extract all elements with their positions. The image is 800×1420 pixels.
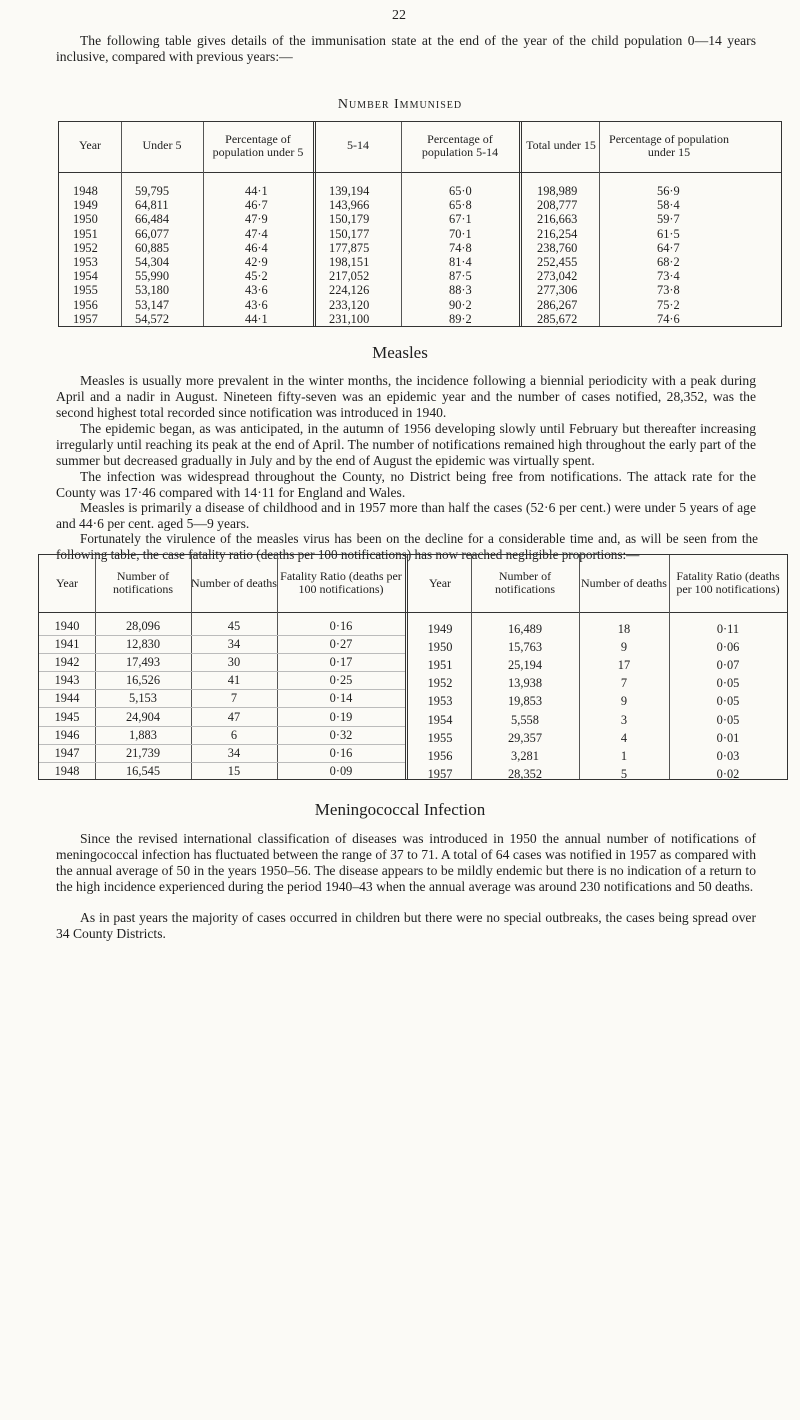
t1-cell-under5: 64,811	[135, 198, 169, 213]
t2-cell-deaths: 5	[620, 766, 628, 781]
t1-cell-pct_u15: 58·4	[657, 198, 680, 213]
t2-cell-fatality-ratio: 0·09	[329, 763, 353, 778]
t2-header-fatality-right: Fatality Ratio (deaths per 100 notifications)	[676, 569, 780, 596]
measles-para-1: Measles is usually more prevalent in the winter months, the incidence following a biennial periodicity with a peak during April and a nadir in August. Nineteen fifty-seven was an epidemic year and the number of cases notified, 28,352, was the second highest total recorded since notification was introduced in 1940.	[56, 373, 756, 420]
t2-cell-year: 1947	[54, 745, 80, 760]
t1-divider	[401, 122, 402, 326]
t1-divider	[519, 122, 522, 326]
t2-cell-deaths: 17	[617, 658, 631, 673]
t2-cell-notifications: 16,545	[125, 763, 161, 778]
t1-cell-pct_u5: 47·9	[245, 212, 268, 227]
t2-cell-deaths: 18	[617, 622, 631, 636]
t2-header-notifications-right: Number of notifications	[495, 569, 555, 596]
t2-cell-year: 1945	[54, 709, 80, 724]
t2-cell-notifications: 15,763	[507, 640, 543, 655]
t1-cell-pct_u5: 44·1	[245, 184, 268, 198]
t2-cell-year: 1957	[427, 766, 453, 781]
measles-para-3: The infection was widespread throughout the County, no District being free from notifications. The attack rate for the County was 17·46 compared with 14·11 for England and Wales.	[56, 469, 756, 500]
t2-cell-year: 1941	[54, 637, 80, 652]
t2-cell-notifications: 29,357	[507, 730, 543, 745]
t2-cell-fatality-ratio: 0·05	[716, 676, 740, 691]
t1-cell-under5: 55,990	[135, 269, 170, 284]
t2-cell-deaths: 30	[227, 655, 241, 670]
t1-cell-age5_14: 139,194	[329, 184, 370, 198]
t2-row-rule	[39, 653, 405, 654]
t1-header-year: Year	[78, 138, 102, 152]
t2-row-rule	[39, 707, 405, 708]
measles-fatality-table	[38, 554, 788, 780]
t2-cell-deaths: 7	[230, 691, 238, 706]
t1-cell-pct_u5: 47·4	[245, 226, 268, 241]
t1-cell-age5_14: 177,875	[329, 240, 370, 255]
t2-cell-fatality-ratio: 0·17	[329, 655, 353, 670]
t2-cell-notifications: 5,558	[511, 712, 539, 727]
t2-cell-deaths: 3	[620, 712, 628, 727]
t2-cell-deaths: 47	[227, 709, 241, 724]
t2-cell-fatality-ratio: 0·07	[716, 658, 740, 673]
t2-cell-year: 1950	[427, 640, 453, 655]
t1-header-pct-under5: Percentage of population under 5	[212, 131, 304, 159]
t2-cell-year: 1956	[427, 748, 453, 763]
t1-cell-years: 1954	[73, 269, 98, 284]
t1-col-under5	[135, 184, 169, 326]
t1-cell-pct_u5: 46·4	[245, 240, 268, 255]
t2-cell-notifications: 25,194	[507, 658, 543, 673]
t1-cell-pct_5_14: 88·3	[449, 283, 472, 298]
t1-header-total: Total under 15	[526, 138, 596, 152]
meningococcal-heading: Meningococcal Infection	[314, 800, 486, 819]
t1-col-pct-under5	[245, 184, 268, 326]
t1-cell-pct_u15: 73·4	[657, 269, 680, 284]
t2-cell-deaths: 34	[227, 745, 241, 760]
t1-cell-total_u15: 208,777	[537, 198, 578, 213]
t1-col-total	[537, 184, 577, 326]
t1-divider	[599, 122, 600, 326]
t2-cell-notifications: 24,904	[125, 709, 161, 724]
t2-header-rule	[39, 612, 787, 613]
t1-cell-total_u15: 216,254	[537, 226, 578, 241]
t1-cell-under5: 66,077	[135, 226, 170, 241]
t1-cell-years: 1957	[73, 311, 98, 326]
t2-cell-fatality-ratio: 0·11	[716, 622, 740, 636]
t1-header-5-14: 5-14	[347, 138, 369, 152]
t1-cell-pct_u5: 46·7	[245, 198, 268, 213]
t1-cell-years: 1956	[73, 297, 98, 312]
t1-cell-pct_5_14: 87·5	[449, 269, 472, 284]
t2-cell-fatality-ratio: 0·27	[329, 637, 353, 652]
t2-header-year: Year	[55, 575, 79, 590]
t2-header-notifications: Number of notifications	[113, 569, 173, 596]
t1-cell-age5_14: 150,177	[329, 226, 370, 241]
t2-cell-notifications: 13,938	[507, 676, 543, 691]
intro-paragraph: The following table gives details of the immunisation state at the end of the year of the child population 0—14 years inclusive, compared with previous years:—	[56, 33, 756, 64]
t1-cell-total_u15: 273,042	[537, 269, 578, 284]
meningococcal-para-2: As in past years the majority of cases occurred in children but there were no special outbreaks, the cases being spread over 34 County Districts.	[56, 910, 756, 941]
t2-cell-year: 1952	[427, 676, 453, 691]
t2-header-fatality: Fatality Ratio (deaths per 100 notifications)	[280, 569, 402, 596]
t2-cell-notifications: 16,489	[507, 622, 543, 636]
t1-divider	[313, 122, 316, 326]
t2-cell-notifications: 12,830	[125, 637, 161, 652]
t1-cell-under5: 54,304	[135, 255, 170, 270]
t2-cell-year: 1948	[54, 763, 80, 778]
t1-cell-under5: 60,885	[135, 240, 170, 255]
t1-cell-pct_u5: 43·6	[245, 283, 268, 298]
measles-para-4: Measles is primarily a disease of childhood and in 1957 more than half the cases (52·6 per cent.) were under 5 years of age and 44·6 per cent. aged 5—9 years.	[56, 500, 756, 531]
t2-cell-year: 1944	[54, 691, 80, 706]
t1-cell-pct_5_14: 67·1	[449, 212, 472, 227]
t2-cell-fatality-ratio: 0·25	[329, 673, 353, 688]
t2-cell-fatality-ratio: 0·03	[716, 748, 740, 763]
t1-cell-pct_u5: 43·6	[245, 297, 268, 312]
t1-cell-age5_14: 224,126	[329, 283, 370, 298]
t2-cell-notifications: 21,739	[125, 745, 161, 760]
t1-header-pct-5-14: Percentage of population 5-14	[421, 131, 499, 159]
t1-cell-pct_u15: 74·6	[657, 311, 680, 326]
t1-cell-years: 1949	[73, 198, 98, 213]
t1-cell-pct_u15: 68·2	[657, 255, 680, 270]
t1-cell-total_u15: 198,989	[537, 184, 578, 198]
t1-cell-pct_5_14: 65·0	[449, 184, 472, 198]
t1-cell-under5: 54,572	[135, 311, 170, 326]
t1-cell-pct_u5: 44·1	[245, 311, 268, 326]
measles-heading: Measles	[372, 343, 428, 362]
t2-row-rule	[39, 635, 405, 636]
t1-cell-pct_u15: 64·7	[657, 240, 680, 255]
t1-cell-pct_u15: 56·9	[657, 184, 680, 198]
t2-cell-deaths: 9	[620, 640, 628, 655]
t1-cell-pct_u5: 45·2	[245, 269, 268, 284]
t2-cell-deaths: 34	[227, 637, 241, 652]
immunisation-table	[58, 121, 782, 327]
t1-cell-years: 1950	[73, 212, 98, 227]
t1-cell-age5_14: 231,100	[329, 311, 370, 326]
t2-header-year-right: Year	[428, 575, 452, 590]
t1-cell-total_u15: 238,760	[537, 240, 578, 255]
t2-cell-fatality-ratio: 0·19	[329, 709, 353, 724]
t2-cell-notifications: 28,352	[507, 766, 543, 781]
t2-cell-fatality-ratio: 0·16	[329, 745, 353, 760]
t1-divider	[121, 122, 122, 326]
t1-col-pct-under15	[657, 184, 680, 326]
t2-header-deaths-right: Number of deaths	[581, 575, 667, 590]
t2-cell-year: 1940	[54, 619, 80, 633]
table1-title: Number Immunised	[337, 97, 463, 112]
t1-cell-years: 1951	[73, 226, 98, 241]
t1-col-pct-5-14	[449, 184, 472, 326]
t2-cell-deaths: 41	[227, 673, 241, 688]
t2-cell-fatality-ratio: 0·06	[716, 640, 740, 655]
t1-cell-under5: 53,180	[135, 283, 170, 298]
t1-header-pct-under15: Percentage of population under 15	[609, 131, 729, 159]
t2-cell-fatality-ratio: 0·02	[716, 766, 740, 781]
t2-cell-deaths: 4	[620, 730, 628, 745]
t1-cell-pct_5_14: 70·1	[449, 226, 472, 241]
t1-cell-pct_5_14: 89·2	[449, 311, 472, 326]
t1-cell-years: 1952	[73, 240, 98, 255]
t1-cell-age5_14: 233,120	[329, 297, 370, 312]
t1-cell-pct_u15: 75·2	[657, 297, 680, 312]
t2-cell-fatality-ratio: 0·14	[329, 691, 353, 706]
t1-header-rule	[59, 172, 781, 173]
t1-cell-total_u15: 285,672	[537, 311, 578, 326]
t2-row-rule	[39, 762, 405, 763]
t2-cell-year: 1954	[427, 712, 453, 727]
t1-cell-age5_14: 150,179	[329, 212, 370, 227]
t2-cell-fatality-ratio: 0·05	[716, 694, 740, 709]
t1-cell-under5: 66,484	[135, 212, 170, 227]
t2-cell-year: 1943	[54, 673, 80, 688]
measles-para-2: The epidemic began, as was anticipated, in the autumn of 1956 developing slowly until February but thereafter increasing irregularly until reaching its peak at the end of April. The number of notifications remained high throughout the early part of the summer but decreased gradually in July and by the end of August the epidemic was virtually spent.	[56, 421, 756, 468]
t1-cell-pct_5_14: 74·8	[449, 240, 472, 255]
t2-cell-year: 1946	[54, 727, 80, 742]
t1-cell-pct_u15: 61·5	[657, 226, 680, 241]
t1-cell-pct_u15: 59·7	[657, 212, 680, 227]
t2-cell-notifications: 19,853	[507, 694, 543, 709]
t1-cell-under5: 53,147	[135, 297, 170, 312]
t1-cell-total_u15: 286,267	[537, 297, 578, 312]
t2-cell-deaths: 7	[620, 676, 628, 691]
t1-cell-total_u15: 277,306	[537, 283, 578, 298]
t2-row-rule	[39, 726, 405, 727]
t2-cell-deaths: 9	[620, 694, 628, 709]
t2-cell-year: 1949	[427, 622, 453, 636]
t2-cell-year: 1951	[427, 658, 453, 673]
t2-cell-deaths: 6	[230, 727, 238, 742]
t1-cell-years: 1955	[73, 283, 98, 298]
measles-para-5: Fortunately the virulence of the measles virus has been on the decline for a considerable time and, as will be seen from the following table, the case fatality ratio (deaths per 100 notifications) has now reached negligible proportions:—	[56, 531, 758, 562]
t1-cell-years: 1948	[73, 184, 98, 198]
t2-divider	[405, 555, 408, 779]
t1-cell-under5: 59,795	[135, 184, 170, 198]
page-number: 22	[392, 8, 406, 23]
t1-cell-age5_14: 198,151	[329, 255, 370, 270]
t2-cell-notifications: 28,096	[125, 619, 161, 633]
t2-row-rule	[39, 689, 405, 690]
t1-divider	[203, 122, 204, 326]
t2-cell-notifications: 16,526	[125, 673, 161, 688]
meningococcal-para-1: Since the revised international classification of diseases was introduced in 1950 the annual number of notifications of meningococcal infection has fluctuated between the range of 37 to 71. A total of 64 cases was notified in 1957 as compared with the annual average of 50 in the years 1950–56. The disease appears to be mildly endemic but there is no indication of a return to the high incidence experienced during the period 1940–43 when the annual average was around 230 notifications and 50 deaths.	[56, 831, 756, 894]
t1-cell-pct_u5: 42·9	[245, 255, 268, 270]
t1-cell-age5_14: 143,966	[329, 198, 370, 213]
t2-header-deaths: Number of deaths	[191, 575, 277, 590]
t1-header-under5: Under 5	[142, 138, 182, 152]
t2-cell-year: 1953	[427, 694, 453, 709]
t2-row-rule	[39, 744, 405, 745]
t2-cell-fatality-ratio: 0·16	[329, 619, 353, 633]
t2-cell-notifications: 1,883	[129, 727, 157, 742]
t2-cell-year: 1955	[427, 730, 453, 745]
t1-cell-years: 1953	[73, 255, 98, 270]
t1-col-5-14	[329, 184, 369, 326]
t1-cell-pct_5_14: 65·8	[449, 198, 472, 213]
t1-cell-pct_5_14: 81·4	[449, 255, 472, 270]
t2-cell-notifications: 17,493	[125, 655, 161, 670]
t2-cell-deaths: 15	[227, 763, 241, 778]
t2-cell-notifications: 5,153	[129, 691, 157, 706]
t1-cell-age5_14: 217,052	[329, 269, 370, 284]
t1-col-year	[73, 184, 98, 326]
t2-cell-fatality-ratio: 0·05	[716, 712, 740, 727]
t2-cell-deaths: 1	[620, 748, 628, 763]
t1-cell-pct_u15: 73·8	[657, 283, 680, 298]
t2-cell-fatality-ratio: 0·01	[716, 730, 740, 745]
t2-cell-year: 1942	[54, 655, 80, 670]
t2-cell-deaths: 45	[227, 619, 241, 633]
t1-cell-pct_5_14: 90·2	[449, 297, 472, 312]
t2-cell-notifications: 3,281	[511, 748, 539, 763]
t1-cell-total_u15: 216,663	[537, 212, 578, 227]
t1-cell-total_u15: 252,455	[537, 255, 578, 270]
t2-row-rule	[39, 671, 405, 672]
t2-cell-fatality-ratio: 0·32	[329, 727, 353, 742]
